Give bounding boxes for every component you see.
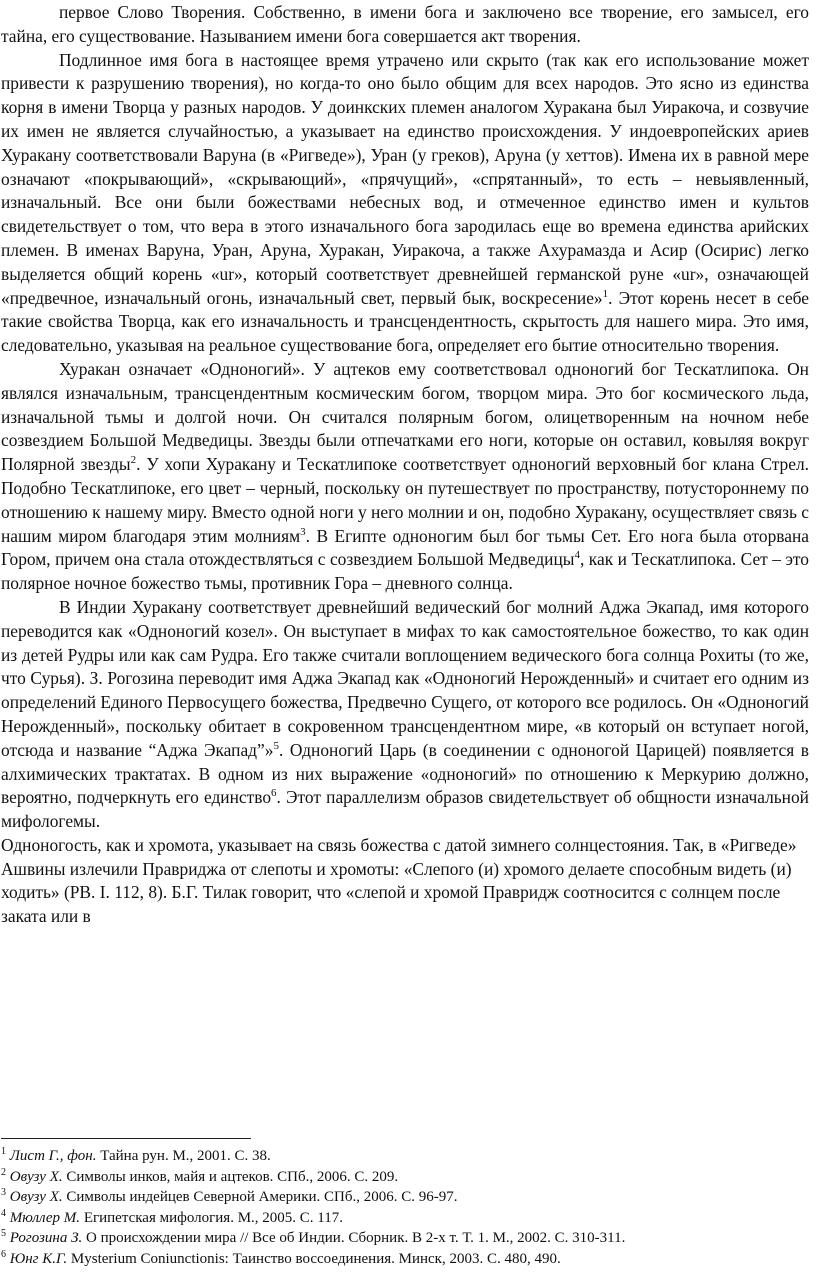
- footnote-number: 3: [1, 1187, 6, 1199]
- paragraph-3-text-d: , как и Тескатлипока. Сет – это полярное ночное божество тьмы, противник Гора – дневного солнца.: [1, 549, 809, 594]
- footnote-number: 1: [1, 1146, 6, 1157]
- footnote-2: [1, 1167, 809, 1188]
- footnote-author: Юнг К.Г.: [9, 1250, 68, 1267]
- footnote-author: Овузу Х.: [9, 1168, 63, 1185]
- footnote-ref-5[interactable]: 5: [273, 739, 279, 752]
- footnote-4: [1, 1208, 809, 1229]
- paragraph-4-text-a: В Индии Хуракану соответствует древнейший ведический бог молний Аджа Экапад, имя которого переводится как «Одноногий козел». Он выступает в мифах то как самостоятельное божество, то как один из детей Рудры или как сам Рудра. Его также считали воплощением ведического бога солнца Рохиты (то же, что Сурья). З. Рогозина переводит имя Аджа Экапад как «Одноногий Нерожденный» и считает его одним из определений Единого Первосущего божества, Предвечно Сущего, от которого все родилось. Он «Одноногий Нерожденный», поскольку обитает в сокровенном трансцендентном мире, «в который он вступает ногой, отсюда и название “Аджа Экапад”»: [1, 596, 809, 760]
- footnote-author: Рогозина З.: [9, 1230, 83, 1247]
- footnote-author: Овузу Х.: [9, 1189, 63, 1206]
- footnote-text: Египетская мифология. М., 2005. С. 117.: [80, 1209, 343, 1226]
- paragraph-2-text-a: Подлинное имя бога в настоящее время утрачено или скрыто (так как его использование может привести к разрушению творения), но когда-то оно было общим для всех народов. Это ясно из единства корня в имени Творца у разных народов. У доинкских племен аналогом Хуракана был Уиракоча, и созвучие их имен не является случайностью, а указывает на единство происхождения. У индоевропейских ариев Хуракану соответствовали Варуна (в «Ригведе»), Уран (у греков), Аруна (у хеттов). Имена их в равной мере означают «покрывающий», «скрывающий», «прячущий», «спрятанный», то есть – невыявленный, изначальный. Все они были божествами небесных вод, и отмеченное единство имен и культов свидетельствует о том, что вера в этого изначального бога зародилась еще во времена единства арийских племен. В именах Варуна, Уран, Аруна, Хуракан, Уиракоча, а также Ахурамазда и Асир (Осирис) легко выделяется общий корень «ur», который соответствует древнейшей германской руне «ur», означающей «предвечное, изначальный огонь, изначальный свет, первый бык, воскресение»: [1, 49, 809, 308]
- paragraph-3-text-b: . У хопи Хуракану и Тескатлипоке соответствует одноногий верховный бог клана Стрел. Подобно Тескатлипоке, его цвет – черный, поскольку он путешествует по пространству, потустороннему по отношению к нашему миру. Вместо одной ноги у него молнии и он, подобно Хуракану, осуществляет связь с нашим миром благодаря этим молниям: [1, 454, 809, 546]
- paragraph-4-text-b: . Одноногий Царь (в соединении с одноногой Царицей) появляется в алхимических трактатах. В одном из них выражение «одноногий» по отношению к Меркурию должно, вероятно, подчеркнуть его единство: [1, 739, 809, 808]
- footnote-ref-3[interactable]: 3: [300, 525, 306, 538]
- paragraph-2-text-b: . Этот корень несет в себе такие свойства Творца, как его изначальность и трансцендентность, скрытость для нашего мира. Это имя, следовательно, указывая на реальное существование бога, определяет его бытие относительно творения.: [1, 287, 810, 356]
- footnotes: [1, 1146, 809, 1270]
- footnote-text: Символы индейцев Северной Америки. СПб., 2006. С. 96-97.: [62, 1189, 458, 1206]
- footnote-text: Mysterium Coniunctionis: Таинство воссоединения. Минск, 2003. С. 480, 490.: [67, 1250, 561, 1267]
- footnote-number: 2: [1, 1166, 6, 1178]
- paragraph-3-text-c: . В Египте одноногим был бог тьмы Сет. Его нога была оторвана Гором, причем она стала отождествляться с созвездием Большой Медведицы: [1, 525, 810, 570]
- paragraph-5: Одноногость, как и хромота, указывает на связь божества с датой зимнего солнцестояния. Так, в «Ригведе» Ашвины излечили Правриджа от слепоты и хромоты: «Слепого (и) хромого делаете способным видеть (и) ходить» (РВ. I. 112, 8). Б.Г. Тилак говорит, что «слепой и хромой Правридж соотносится с солнцем после заката или в: [1, 834, 797, 927]
- footnote-6: [1, 1249, 809, 1270]
- paragraph-4-text-c: . Этот параллелизм образов свидетельствует об общности изначальной мифологемы.: [1, 787, 809, 832]
- paragraph-1: первое Слово Творения. Собственно, в имени бога и заключено все творение, его замысел, его тайна, его существование. Называнием имени бога совершается акт творения.: [1, 2, 809, 46]
- footnote-1: [1, 1146, 809, 1167]
- footnote-ref-1[interactable]: 1: [602, 287, 609, 300]
- footnote-number: 6: [1, 1248, 6, 1260]
- body-text: [1, 1, 809, 929]
- footnote-text: О происхождении мира // Все об Индии. Сборник. В 2-х т. Т. 1. М., 2002. С. 310-311.: [82, 1230, 626, 1247]
- footnote-number: 5: [1, 1228, 6, 1240]
- paragraph-4: [1, 596, 809, 834]
- footnote-text: Тайна рун. М., 2001. С. 38.: [96, 1148, 271, 1164]
- footnote-ref-2[interactable]: 2: [130, 454, 137, 467]
- footnote-5: [1, 1228, 809, 1249]
- paragraph-3: [1, 358, 809, 596]
- footnote-author: Мюллер М.: [9, 1209, 81, 1226]
- paragraph-3-text-a: Хуракан означает «Одноногий». У ацтеков ему соответствовал одноногий бог Тескатлипока. Он являлся изначальным, трансцендентным космическим богом, творцом мира. Это бог космического льда, изначальной тьмы и долгой ночи. Он считался полярным богом, олицетворенным на ночном небе созвездием Большой Медведицы. Звезды были отпечатками его ноги, которые он оставил, ковыляя вокруг Полярной звезды: [1, 358, 809, 475]
- footnote-author: Лист Г., фон.: [9, 1148, 97, 1164]
- footnote-separator: [1, 1138, 251, 1139]
- footnote-number: 4: [1, 1207, 6, 1219]
- footnote-ref-4[interactable]: 4: [574, 549, 580, 562]
- paragraph-2: [1, 49, 809, 358]
- footnote-text: Символы инков, майя и ацтеков. СПб., 2006. С. 209.: [62, 1168, 399, 1185]
- footnote-ref-6[interactable]: 6: [271, 787, 277, 800]
- footnote-3: [1, 1187, 809, 1208]
